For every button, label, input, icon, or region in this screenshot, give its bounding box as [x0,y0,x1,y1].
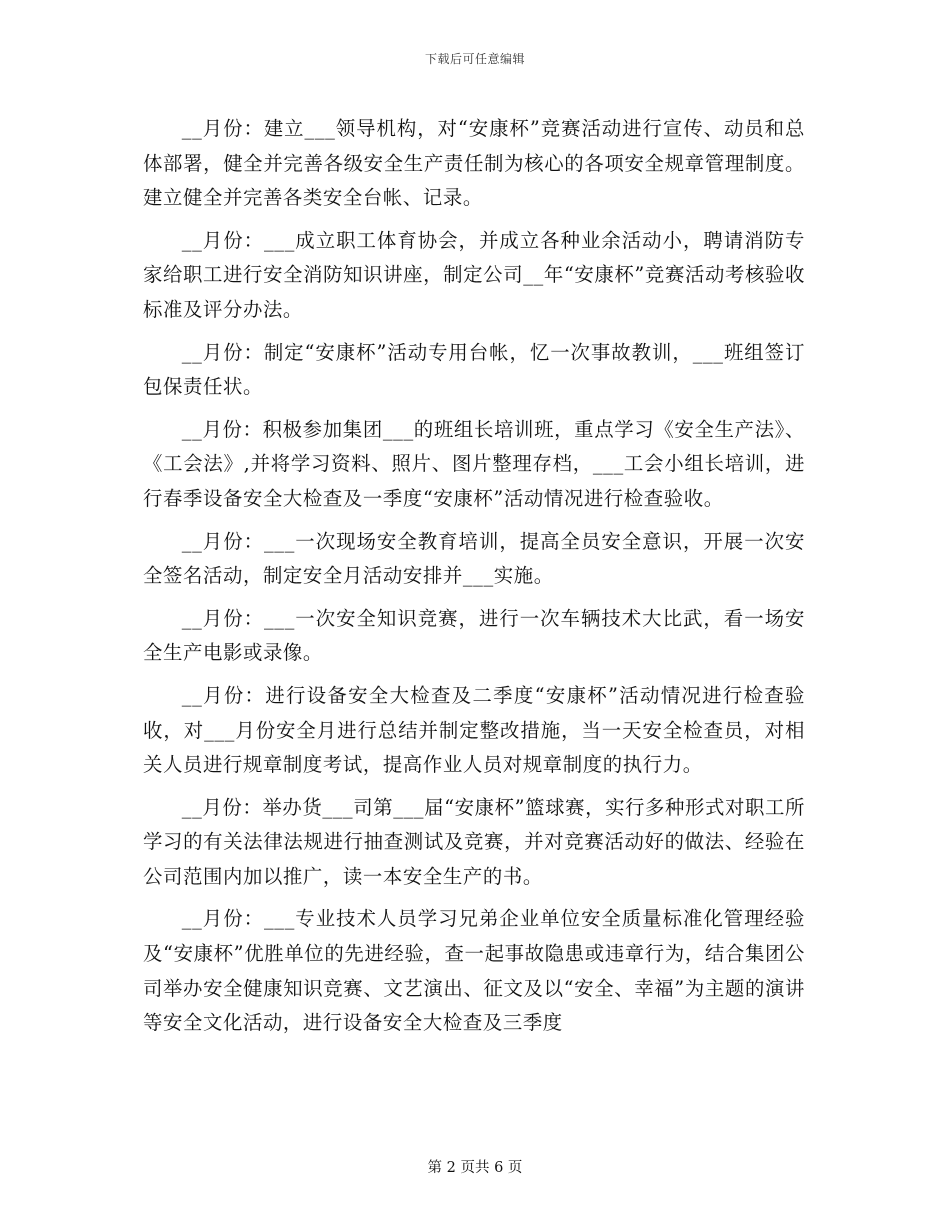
page-header-note: 下载后可任意编辑 [424,52,525,66]
paragraph: __月份：积极参加集团___的班组长培训班，重点学习《安全生产法》、《工会法》,并将学习资料、照片、图片整理存档，___工会小组长培训，进行春季设备安全大检查及一季度“安康杯”活动情况进行检查验收。 [143,417,805,510]
paragraph: __月份：___一次现场安全教育培训，提高全员安全意识，开展一次安全签名活动，制定安全月活动安排并___实施。 [143,529,805,588]
paragraph: __月份：___一次安全知识竞赛，进行一次车辆技术大比武，看一场安全生产电影或录像。 [143,606,805,665]
paragraph: __月份：制定“安康杯”活动专用台帐，忆一次事故教训，___班组签订包保责任状。 [143,340,805,399]
paragraph: __月份：举办货___司第___届“安康杯”篮球赛，实行多种形式对职工所学习的有关法律法规进行抽查测试及竞赛，并对竞赛活动好的做法、经验在公司范围内加以推广，读一本安全生产的书。 [143,795,805,888]
document-body [143,112,805,1049]
paragraph: __月份：进行设备安全大检查及二季度“安康杯”活动情况进行检查验收，对___月份安全月进行总结并制定整改措施，当一天安全检查员，对相关人员进行规章制度考试，提高作业人员对规章制度的执行力。 [143,683,805,777]
page-number: 第 2 页共 6 页 [427,1160,523,1176]
paragraph: __月份：___成立职工体育协会，并成立各种业余活动小，聘请消防专家给职工进行安全消防知识讲座，制定公司__年“安康杯”竞赛活动考核验收标准及评分办法。 [143,228,805,321]
paragraph: __月份：___专业技术人员学习兄弟企业单位安全质量标准化管理经验及“安康杯”优胜单位的先进经验，查一起事故隐患或违章行为，结合集团公司举办安全健康知识竞赛、文艺演出、征文及以“安全、幸福”为主题的演讲等安全文化活动，进行设备安全大检查及三季度 [143,907,805,1035]
paragraph: __月份：建立___领导机构，对“安康杯”竞赛活动进行宣传、动员和总体部署，健全并完善各级安全生产责任制为核心的各项安全规章管理制度。建立健全并完善各类安全台帐、记录。 [143,117,805,210]
